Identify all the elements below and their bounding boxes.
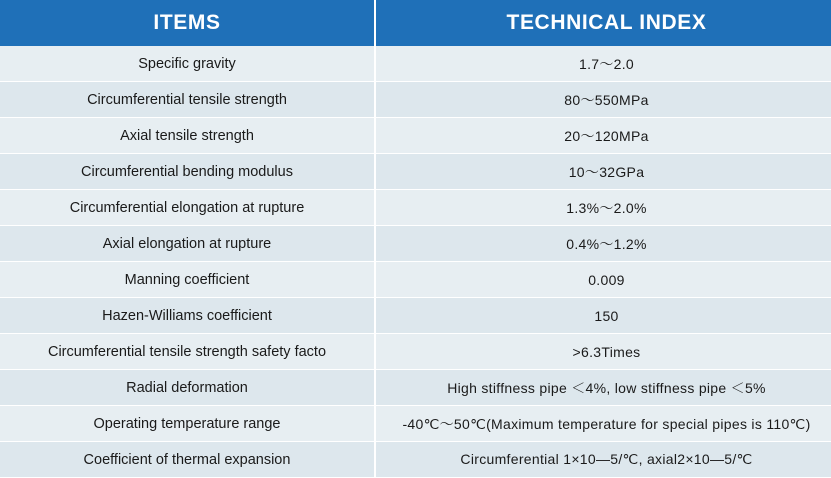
cell-technical-index: 0.4%～1.2% [375,226,831,262]
cell-technical-index: 1.3%～2.0% [375,190,831,226]
cell-item: Radial deformation [0,370,375,406]
table-row [0,118,831,154]
cell-item: Axial tensile strength [0,118,375,154]
cell-item: Coefficient of thermal expansion [0,442,375,478]
cell-item: Circumferential bending modulus [0,154,375,190]
cell-technical-index: -40℃～50℃(Maximum temperature for special pipes is 110℃) [375,406,831,442]
cell-technical-index: >6.3Times [375,334,831,370]
cell-technical-index: 20～120MPa [375,118,831,154]
cell-technical-index: High stiffness pipe ＜4%, low stiffness pipe ＜5% [375,370,831,406]
table-row [0,226,831,262]
table-row [0,298,831,334]
cell-item: Operating temperature range [0,406,375,442]
cell-technical-index: Circumferential 1×10—5/℃, axial2×10—5/℃ [375,442,831,478]
table-header-row [0,0,831,46]
table-row [0,190,831,226]
table-row [0,406,831,442]
column-header-items: ITEMS [0,0,375,46]
cell-item: Axial elongation at rupture [0,226,375,262]
cell-item: Specific gravity [0,46,375,82]
cell-technical-index: 1.7～2.0 [375,46,831,82]
cell-technical-index: 10～32GPa [375,154,831,190]
table-row [0,46,831,82]
cell-item: Circumferential elongation at rupture [0,190,375,226]
cell-item: Circumferential tensile strength safety facto [0,334,375,370]
column-header-technical-index: TECHNICAL INDEX [375,0,831,46]
table-row [0,154,831,190]
table-row [0,334,831,370]
cell-item: Hazen-Williams coefficient [0,298,375,334]
table-body [0,46,831,478]
table-row [0,442,831,478]
table-row [0,82,831,118]
table-row [0,262,831,298]
table-header [0,0,831,46]
cell-technical-index: 80～550MPa [375,82,831,118]
cell-item: Manning coefficient [0,262,375,298]
cell-item: Circumferential tensile strength [0,82,375,118]
cell-technical-index: 0.009 [375,262,831,298]
cell-technical-index: 150 [375,298,831,334]
table-row [0,370,831,406]
